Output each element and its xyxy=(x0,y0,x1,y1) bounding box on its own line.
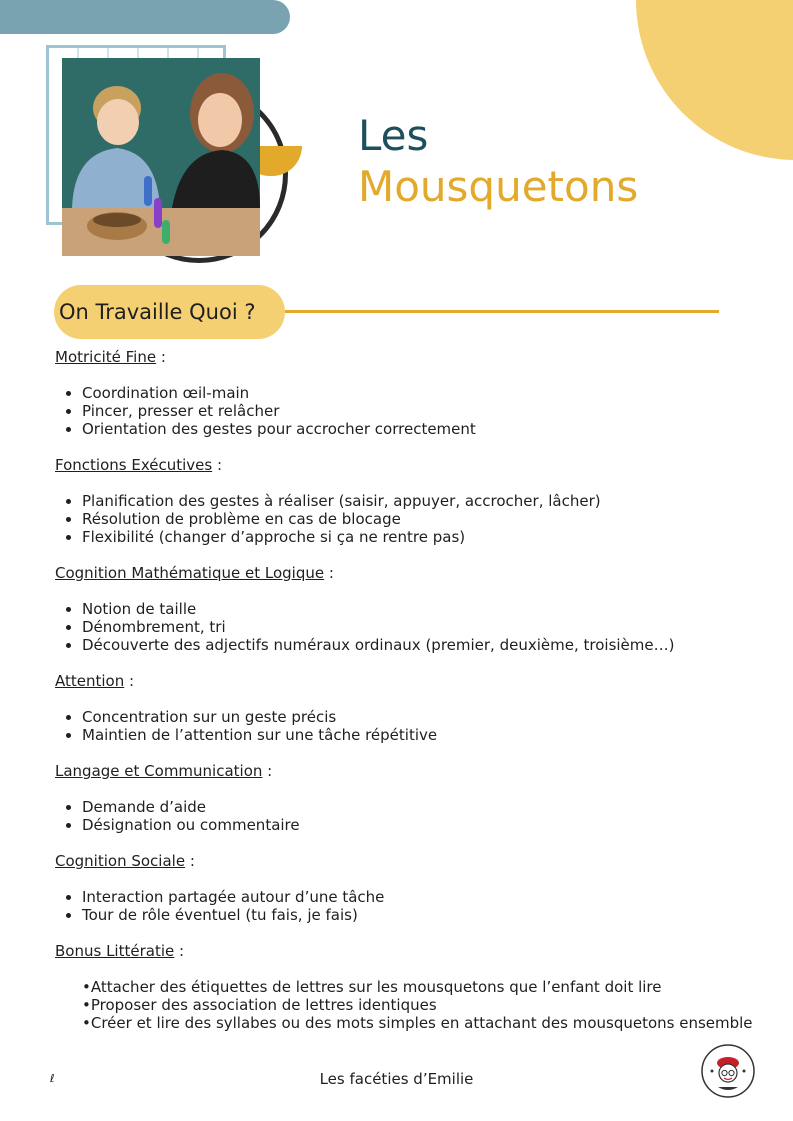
list-item: • Concentration sur un geste précis xyxy=(82,708,755,726)
category-heading xyxy=(55,564,755,582)
category-suffix: : xyxy=(212,456,223,474)
category-list xyxy=(55,492,755,546)
bonus-heading xyxy=(55,942,755,960)
section-divider-line xyxy=(285,310,719,313)
section-heading: On Travaille Quoi ? xyxy=(54,285,285,339)
category-suffix: : xyxy=(156,348,166,366)
list-item: • Tour de rôle éventuel (tu fais, je fais) xyxy=(82,906,755,924)
top-decor-bar xyxy=(0,0,290,34)
list-item: • Proposer des association de lettres identiques xyxy=(82,996,755,1014)
list-item: • Résolution de problème en cas de blocage xyxy=(82,510,755,528)
page-title-line1: Les xyxy=(358,111,429,160)
category-list xyxy=(55,600,755,654)
list-item: • Interaction partagée autour d’une tâche xyxy=(82,888,755,906)
header-photo xyxy=(62,58,260,256)
category-label: Attention xyxy=(55,672,125,690)
list-item: • Maintien de l’attention sur une tâche répétitive xyxy=(82,726,755,744)
list-item: • Notion de taille xyxy=(82,600,755,618)
category-label: Motricité Fine xyxy=(55,348,157,366)
bonus-label: Bonus Littératie xyxy=(55,942,175,960)
list-item: • Dénombrement, tri xyxy=(82,618,755,636)
list-item: • Orientation des gestes pour accrocher correctement xyxy=(82,420,755,438)
list-item: • Désignation ou commentaire xyxy=(82,816,755,834)
category-suffix: : xyxy=(185,852,195,870)
page-title-line2: Mousquetons xyxy=(358,162,639,211)
category-heading xyxy=(55,762,755,780)
photo-illustration xyxy=(62,58,260,256)
list-item: • Planification des gestes à réaliser (saisir, appuyer, accrocher, lâcher) xyxy=(82,492,755,510)
category-list xyxy=(55,798,755,834)
category-suffix: : xyxy=(262,762,273,780)
category-label: Cognition Mathématique et Logique xyxy=(55,564,325,582)
category-list xyxy=(55,708,755,744)
content-body xyxy=(55,348,755,1050)
list-item: • Pincer, presser et relâcher xyxy=(82,402,755,420)
category-list xyxy=(55,888,755,924)
category-label: Fonctions Exécutives xyxy=(55,456,213,474)
list-item: • Attacher des étiquettes de lettres sur les mousquetons que l’enfant doit lire xyxy=(82,978,755,996)
brand-logo xyxy=(700,1043,756,1099)
footer-glyph: ℓ xyxy=(50,1072,55,1085)
category-heading xyxy=(55,672,755,690)
category-label: Langage et Communication xyxy=(55,762,263,780)
category-label: Cognition Sociale xyxy=(55,852,186,870)
category-suffix: : xyxy=(124,672,135,690)
category-heading xyxy=(55,348,755,366)
list-item: • Coordination œil-main xyxy=(82,384,755,402)
bonus-list xyxy=(55,978,755,1032)
list-item: • Flexibilité (changer d’approche si ça ne rentre pas) xyxy=(82,528,755,546)
list-item: • Créer et lire des syllabes ou des mots simples en attachant des mousquetons ensemble xyxy=(82,1014,755,1032)
corner-decor-circle xyxy=(636,0,793,160)
category-heading xyxy=(55,456,755,474)
bonus-suffix: : xyxy=(174,942,185,960)
logo-icon xyxy=(700,1043,756,1099)
footer-text: Les facéties d’Emilie xyxy=(319,1070,474,1088)
category-suffix: : xyxy=(324,564,334,582)
list-item: • Demande d’aide xyxy=(82,798,755,816)
list-item: • Découverte des adjectifs numéraux ordinaux (premier, deuxième, troisième…) xyxy=(82,636,755,654)
category-heading xyxy=(55,852,755,870)
category-list xyxy=(55,384,755,438)
